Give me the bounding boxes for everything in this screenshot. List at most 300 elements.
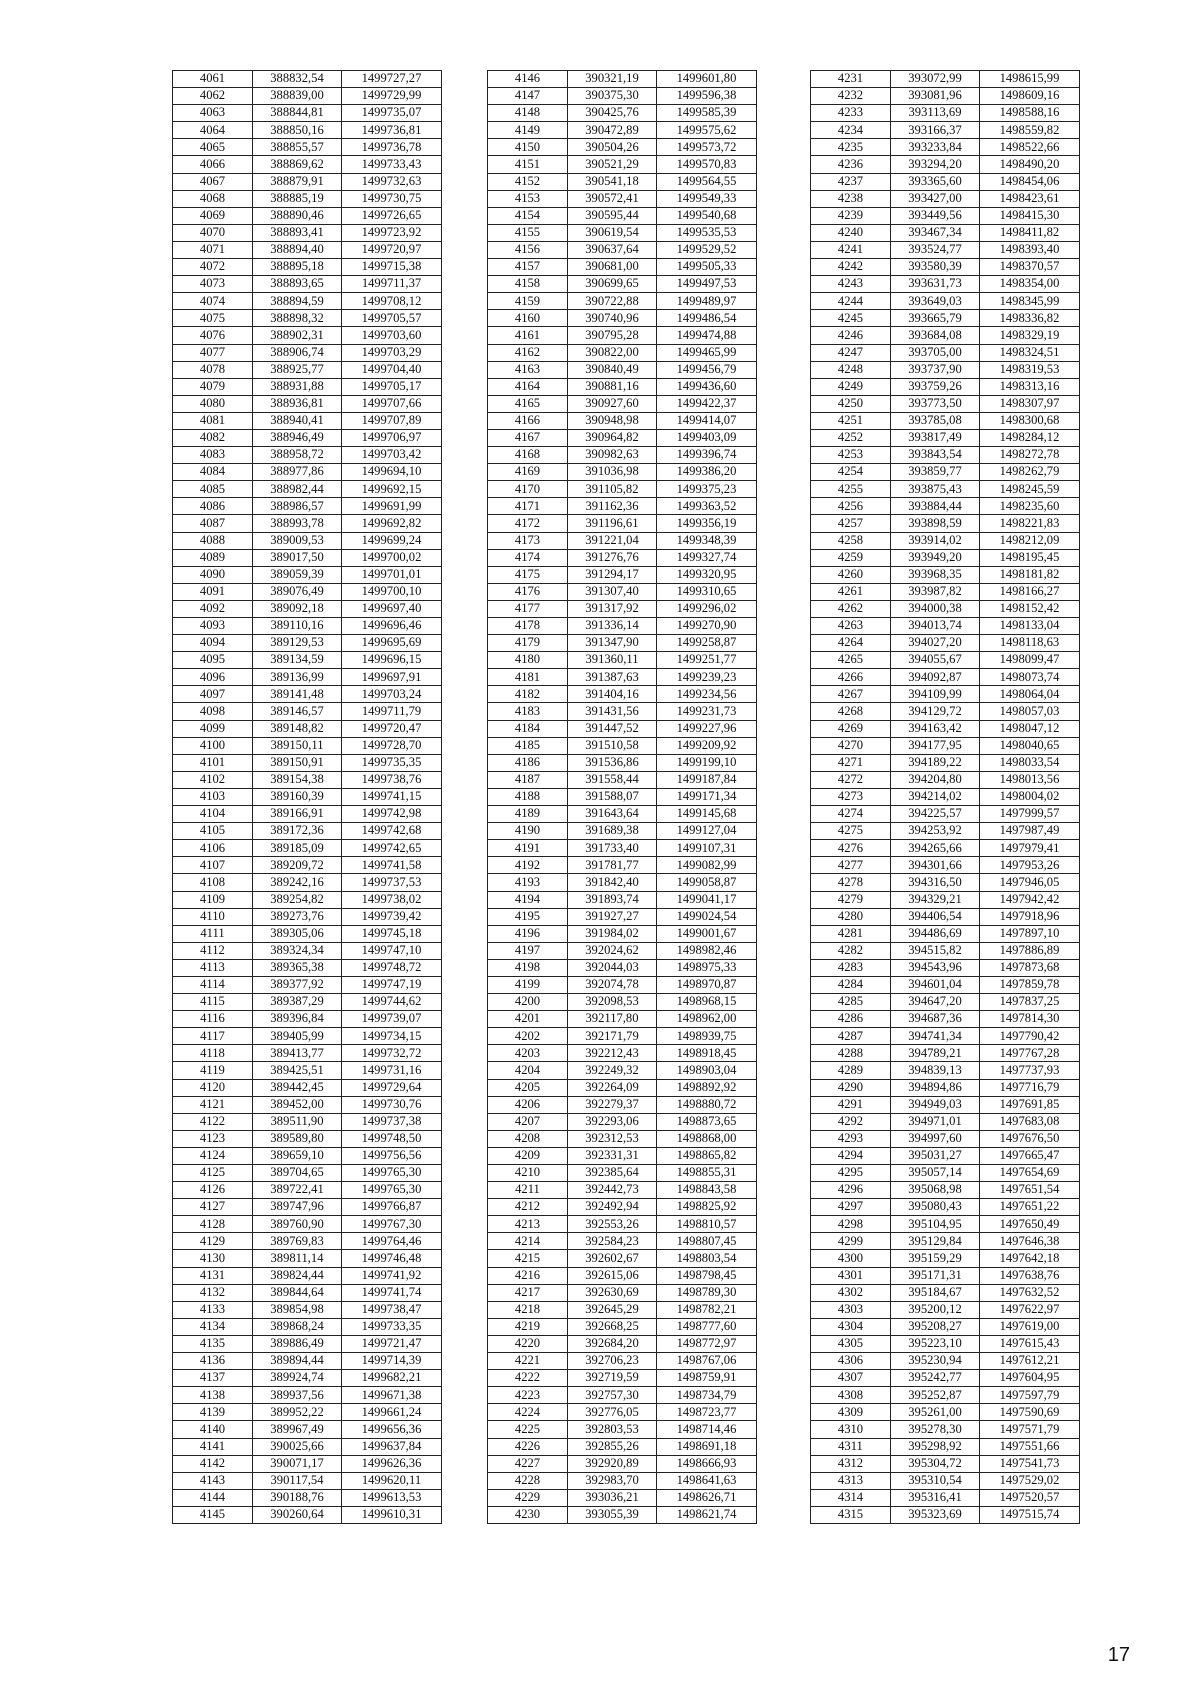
y-coordinate-cell: 1499707,89 <box>342 412 442 429</box>
x-coordinate-cell: 390375,30 <box>568 88 657 105</box>
table-row <box>811 1096 1080 1113</box>
y-coordinate-cell: 1499682,21 <box>342 1370 442 1387</box>
point-number-cell: 4107 <box>173 857 253 874</box>
x-coordinate-cell: 393684,08 <box>891 327 980 344</box>
table-row <box>811 1267 1080 1284</box>
x-coordinate-cell: 395171,31 <box>891 1267 980 1284</box>
y-coordinate-cell: 1499327,74 <box>657 549 757 566</box>
point-number-cell: 4108 <box>173 874 253 891</box>
table-row <box>488 925 757 942</box>
x-coordinate-cell: 389110,16 <box>253 618 342 635</box>
x-coordinate-cell: 393705,00 <box>891 344 980 361</box>
x-coordinate-cell: 394109,99 <box>891 686 980 703</box>
point-number-cell: 4072 <box>173 259 253 276</box>
point-number-cell: 4301 <box>811 1267 891 1284</box>
x-coordinate-cell: 391447,52 <box>568 720 657 737</box>
x-coordinate-cell: 395080,43 <box>891 1199 980 1216</box>
point-number-cell: 4264 <box>811 635 891 652</box>
table-row <box>488 1370 757 1387</box>
point-number-cell: 4098 <box>173 703 253 720</box>
x-coordinate-cell: 390071,17 <box>253 1455 342 1472</box>
table-row <box>488 464 757 481</box>
point-number-cell: 4303 <box>811 1301 891 1318</box>
table-row <box>488 1216 757 1233</box>
point-number-cell: 4226 <box>488 1438 568 1455</box>
x-coordinate-cell: 389824,44 <box>253 1267 342 1284</box>
table-row <box>488 207 757 224</box>
table-row <box>488 1353 757 1370</box>
y-coordinate-cell: 1497716,79 <box>980 1079 1080 1096</box>
point-number-cell: 4112 <box>173 942 253 959</box>
x-coordinate-cell: 388885,19 <box>253 190 342 207</box>
y-coordinate-cell: 1497873,68 <box>980 959 1080 976</box>
x-coordinate-cell: 389092,18 <box>253 600 342 617</box>
table-row <box>488 378 757 395</box>
point-number-cell: 4150 <box>488 139 568 156</box>
table-row <box>811 1199 1080 1216</box>
x-coordinate-cell: 388936,81 <box>253 395 342 412</box>
table-row <box>811 840 1080 857</box>
table-row <box>173 327 442 344</box>
table-row <box>811 395 1080 412</box>
table-row <box>488 1472 757 1489</box>
x-coordinate-cell: 393467,34 <box>891 224 980 241</box>
table-row <box>811 994 1080 1011</box>
x-coordinate-cell: 392553,26 <box>568 1216 657 1233</box>
y-coordinate-cell: 1499700,02 <box>342 549 442 566</box>
y-coordinate-cell: 1498559,82 <box>980 122 1080 139</box>
x-coordinate-cell: 393649,03 <box>891 293 980 310</box>
point-number-cell: 4091 <box>173 583 253 600</box>
y-coordinate-cell: 1499733,35 <box>342 1318 442 1335</box>
y-coordinate-cell: 1499742,65 <box>342 840 442 857</box>
table-row <box>173 1011 442 1028</box>
point-number-cell: 4128 <box>173 1216 253 1233</box>
point-number-cell: 4278 <box>811 874 891 891</box>
x-coordinate-cell: 393233,84 <box>891 139 980 156</box>
y-coordinate-cell: 1497651,54 <box>980 1182 1080 1199</box>
x-coordinate-cell: 395208,27 <box>891 1318 980 1335</box>
table-row <box>488 1096 757 1113</box>
x-coordinate-cell: 392442,73 <box>568 1182 657 1199</box>
y-coordinate-cell: 1499692,82 <box>342 515 442 532</box>
x-coordinate-cell: 390572,41 <box>568 190 657 207</box>
x-coordinate-cell: 389589,80 <box>253 1130 342 1147</box>
y-coordinate-cell: 1499258,87 <box>657 635 757 652</box>
x-coordinate-cell: 395298,92 <box>891 1438 980 1455</box>
table-row <box>811 566 1080 583</box>
table-row <box>811 276 1080 293</box>
table-row <box>173 1028 442 1045</box>
y-coordinate-cell: 1498307,97 <box>980 395 1080 412</box>
y-coordinate-cell: 1499695,69 <box>342 635 442 652</box>
point-number-cell: 4100 <box>173 737 253 754</box>
x-coordinate-cell: 394515,82 <box>891 942 980 959</box>
y-coordinate-cell: 1497886,89 <box>980 942 1080 959</box>
table-row <box>811 378 1080 395</box>
x-coordinate-cell: 391276,76 <box>568 549 657 566</box>
point-number-cell: 4172 <box>488 515 568 532</box>
y-coordinate-cell: 1499620,11 <box>342 1472 442 1489</box>
table-row <box>811 806 1080 823</box>
table-row <box>488 412 757 429</box>
x-coordinate-cell: 389242,16 <box>253 874 342 891</box>
y-coordinate-cell: 1499356,19 <box>657 515 757 532</box>
x-coordinate-cell: 395031,27 <box>891 1147 980 1164</box>
x-coordinate-cell: 395223,10 <box>891 1335 980 1352</box>
x-coordinate-cell: 391643,64 <box>568 806 657 823</box>
point-number-cell: 4164 <box>488 378 568 395</box>
y-coordinate-cell: 1497597,79 <box>980 1387 1080 1404</box>
x-coordinate-cell: 389273,76 <box>253 908 342 925</box>
y-coordinate-cell: 1499573,72 <box>657 139 757 156</box>
x-coordinate-cell: 392719,59 <box>568 1370 657 1387</box>
point-number-cell: 4291 <box>811 1096 891 1113</box>
table-row <box>173 532 442 549</box>
point-number-cell: 4152 <box>488 173 568 190</box>
point-number-cell: 4167 <box>488 429 568 446</box>
point-number-cell: 4199 <box>488 976 568 993</box>
y-coordinate-cell: 1499737,38 <box>342 1113 442 1130</box>
point-number-cell: 4137 <box>173 1370 253 1387</box>
x-coordinate-cell: 392279,37 <box>568 1096 657 1113</box>
point-number-cell: 4117 <box>173 1028 253 1045</box>
table-row <box>173 1421 442 1438</box>
table-row <box>488 310 757 327</box>
table-row <box>173 1233 442 1250</box>
x-coordinate-cell: 394741,34 <box>891 1028 980 1045</box>
x-coordinate-cell: 389129,53 <box>253 635 342 652</box>
point-number-cell: 4175 <box>488 566 568 583</box>
table-row <box>173 224 442 241</box>
point-number-cell: 4298 <box>811 1216 891 1233</box>
y-coordinate-cell: 1497571,79 <box>980 1421 1080 1438</box>
point-number-cell: 4083 <box>173 447 253 464</box>
point-number-cell: 4169 <box>488 464 568 481</box>
table-row <box>811 583 1080 600</box>
point-number-cell: 4132 <box>173 1284 253 1301</box>
y-coordinate-cell: 1499711,79 <box>342 703 442 720</box>
y-coordinate-cell: 1497979,41 <box>980 840 1080 857</box>
y-coordinate-cell: 1498772,97 <box>657 1335 757 1352</box>
table-row <box>811 857 1080 874</box>
x-coordinate-cell: 395242,77 <box>891 1370 980 1387</box>
point-number-cell: 4262 <box>811 600 891 617</box>
x-coordinate-cell: 391927,27 <box>568 908 657 925</box>
y-coordinate-cell: 1498133,04 <box>980 618 1080 635</box>
point-number-cell: 4296 <box>811 1182 891 1199</box>
point-number-cell: 4294 <box>811 1147 891 1164</box>
point-number-cell: 4191 <box>488 840 568 857</box>
table-row <box>811 1438 1080 1455</box>
table-row <box>488 754 757 771</box>
y-coordinate-cell: 1499187,84 <box>657 771 757 788</box>
table-row <box>173 959 442 976</box>
y-coordinate-cell: 1499721,47 <box>342 1335 442 1352</box>
y-coordinate-cell: 1499396,74 <box>657 447 757 464</box>
x-coordinate-cell: 392584,23 <box>568 1233 657 1250</box>
table-row <box>173 1284 442 1301</box>
y-coordinate-cell: 1498873,65 <box>657 1113 757 1130</box>
point-number-cell: 4247 <box>811 344 891 361</box>
table-row <box>173 241 442 258</box>
x-coordinate-cell: 389952,22 <box>253 1404 342 1421</box>
point-number-cell: 4269 <box>811 720 891 737</box>
point-number-cell: 4271 <box>811 754 891 771</box>
x-coordinate-cell: 388839,00 <box>253 88 342 105</box>
y-coordinate-cell: 1499239,23 <box>657 669 757 686</box>
table-row <box>811 1113 1080 1130</box>
y-coordinate-cell: 1499745,18 <box>342 925 442 942</box>
table-row <box>488 156 757 173</box>
y-coordinate-cell: 1497515,74 <box>980 1506 1080 1523</box>
table-row <box>811 1216 1080 1233</box>
table-row <box>488 1387 757 1404</box>
y-coordinate-cell: 1499697,91 <box>342 669 442 686</box>
y-coordinate-cell: 1497646,38 <box>980 1233 1080 1250</box>
x-coordinate-cell: 389844,64 <box>253 1284 342 1301</box>
table-row <box>811 1318 1080 1335</box>
y-coordinate-cell: 1497604,95 <box>980 1370 1080 1387</box>
y-coordinate-cell: 1499422,37 <box>657 395 757 412</box>
point-number-cell: 4147 <box>488 88 568 105</box>
x-coordinate-cell: 392331,31 <box>568 1147 657 1164</box>
table-row <box>173 139 442 156</box>
x-coordinate-cell: 389172,36 <box>253 823 342 840</box>
y-coordinate-cell: 1499700,10 <box>342 583 442 600</box>
x-coordinate-cell: 395323,69 <box>891 1506 980 1523</box>
x-coordinate-cell: 389924,74 <box>253 1370 342 1387</box>
x-coordinate-cell: 394055,67 <box>891 652 980 669</box>
x-coordinate-cell: 394406,54 <box>891 908 980 925</box>
y-coordinate-cell: 1498118,63 <box>980 635 1080 652</box>
point-number-cell: 4259 <box>811 549 891 566</box>
point-number-cell: 4261 <box>811 583 891 600</box>
y-coordinate-cell: 1498868,00 <box>657 1130 757 1147</box>
x-coordinate-cell: 389377,92 <box>253 976 342 993</box>
table-row <box>173 874 442 891</box>
table-row <box>488 618 757 635</box>
point-number-cell: 4236 <box>811 156 891 173</box>
table-row <box>811 1130 1080 1147</box>
table-row <box>811 669 1080 686</box>
x-coordinate-cell: 392803,53 <box>568 1421 657 1438</box>
point-number-cell: 4295 <box>811 1165 891 1182</box>
point-number-cell: 4194 <box>488 891 568 908</box>
x-coordinate-cell: 393580,39 <box>891 259 980 276</box>
x-coordinate-cell: 390117,54 <box>253 1472 342 1489</box>
x-coordinate-cell: 393665,79 <box>891 310 980 327</box>
x-coordinate-cell: 395184,67 <box>891 1284 980 1301</box>
y-coordinate-cell: 1498064,04 <box>980 686 1080 703</box>
table-row <box>173 1335 442 1352</box>
table-row <box>173 88 442 105</box>
point-number-cell: 4170 <box>488 481 568 498</box>
y-coordinate-cell: 1499703,29 <box>342 344 442 361</box>
y-coordinate-cell: 1499741,15 <box>342 788 442 805</box>
table-row <box>173 71 442 88</box>
table-row <box>811 1455 1080 1472</box>
table-row <box>811 976 1080 993</box>
table-row <box>488 1028 757 1045</box>
y-coordinate-cell: 1499575,62 <box>657 122 757 139</box>
x-coordinate-cell: 394092,87 <box>891 669 980 686</box>
y-coordinate-cell: 1498615,99 <box>980 71 1080 88</box>
point-number-cell: 4140 <box>173 1421 253 1438</box>
y-coordinate-cell: 1499691,99 <box>342 498 442 515</box>
point-number-cell: 4307 <box>811 1370 891 1387</box>
point-number-cell: 4215 <box>488 1250 568 1267</box>
y-coordinate-cell: 1499310,65 <box>657 583 757 600</box>
table-row <box>811 1079 1080 1096</box>
y-coordinate-cell: 1499732,63 <box>342 173 442 190</box>
table-row <box>488 173 757 190</box>
table-row <box>811 447 1080 464</box>
table-row <box>488 276 757 293</box>
table-row <box>811 635 1080 652</box>
table-row <box>173 1216 442 1233</box>
y-coordinate-cell: 1498522,66 <box>980 139 1080 156</box>
point-number-cell: 4209 <box>488 1147 568 1164</box>
y-coordinate-cell: 1498968,15 <box>657 994 757 1011</box>
table-row <box>173 1489 442 1506</box>
x-coordinate-cell: 389076,49 <box>253 583 342 600</box>
table-row <box>488 327 757 344</box>
y-coordinate-cell: 1499741,58 <box>342 857 442 874</box>
table-row <box>811 1011 1080 1028</box>
y-coordinate-cell: 1497790,42 <box>980 1028 1080 1045</box>
y-coordinate-cell: 1498004,02 <box>980 788 1080 805</box>
table-row <box>488 1199 757 1216</box>
point-number-cell: 4207 <box>488 1113 568 1130</box>
x-coordinate-cell: 391404,16 <box>568 686 657 703</box>
y-coordinate-cell: 1497612,21 <box>980 1353 1080 1370</box>
x-coordinate-cell: 389150,91 <box>253 754 342 771</box>
point-number-cell: 4310 <box>811 1421 891 1438</box>
y-coordinate-cell: 1499703,60 <box>342 327 442 344</box>
y-coordinate-cell: 1497520,57 <box>980 1489 1080 1506</box>
y-coordinate-cell: 1499637,84 <box>342 1438 442 1455</box>
y-coordinate-cell: 1497622,97 <box>980 1301 1080 1318</box>
point-number-cell: 4090 <box>173 566 253 583</box>
point-number-cell: 4095 <box>173 652 253 669</box>
y-coordinate-cell: 1499738,47 <box>342 1301 442 1318</box>
table-row <box>488 190 757 207</box>
x-coordinate-cell: 389854,98 <box>253 1301 342 1318</box>
x-coordinate-cell: 389425,51 <box>253 1062 342 1079</box>
y-coordinate-cell: 1498970,87 <box>657 976 757 993</box>
point-number-cell: 4272 <box>811 771 891 788</box>
table-row <box>811 498 1080 515</box>
x-coordinate-cell: 393365,60 <box>891 173 980 190</box>
table-row <box>811 1233 1080 1250</box>
y-coordinate-cell: 1499127,04 <box>657 823 757 840</box>
point-number-cell: 4297 <box>811 1199 891 1216</box>
table-row <box>811 1404 1080 1421</box>
y-coordinate-cell: 1497654,69 <box>980 1165 1080 1182</box>
y-coordinate-cell: 1499705,57 <box>342 310 442 327</box>
point-number-cell: 4097 <box>173 686 253 703</box>
point-number-cell: 4180 <box>488 652 568 669</box>
y-coordinate-cell: 1497650,49 <box>980 1216 1080 1233</box>
x-coordinate-cell: 392920,89 <box>568 1455 657 1472</box>
x-coordinate-cell: 391221,04 <box>568 532 657 549</box>
x-coordinate-cell: 394997,60 <box>891 1130 980 1147</box>
point-number-cell: 4116 <box>173 1011 253 1028</box>
x-coordinate-cell: 389659,10 <box>253 1147 342 1164</box>
point-number-cell: 4306 <box>811 1353 891 1370</box>
x-coordinate-cell: 390637,64 <box>568 241 657 258</box>
table-row <box>173 583 442 600</box>
point-number-cell: 4141 <box>173 1438 253 1455</box>
x-coordinate-cell: 389442,45 <box>253 1079 342 1096</box>
y-coordinate-cell: 1498691,18 <box>657 1438 757 1455</box>
x-coordinate-cell: 394214,02 <box>891 788 980 805</box>
y-coordinate-cell: 1499403,09 <box>657 429 757 446</box>
table-row <box>488 1182 757 1199</box>
point-number-cell: 4182 <box>488 686 568 703</box>
point-number-cell: 4087 <box>173 515 253 532</box>
x-coordinate-cell: 390840,49 <box>568 361 657 378</box>
x-coordinate-cell: 388855,57 <box>253 139 342 156</box>
table-row <box>173 361 442 378</box>
table-row <box>811 925 1080 942</box>
y-coordinate-cell: 1499764,46 <box>342 1233 442 1250</box>
table-row <box>811 481 1080 498</box>
point-number-cell: 4178 <box>488 618 568 635</box>
x-coordinate-cell: 390425,76 <box>568 105 657 122</box>
y-coordinate-cell: 1499613,53 <box>342 1489 442 1506</box>
table-row <box>811 190 1080 207</box>
table-row <box>488 1301 757 1318</box>
point-number-cell: 4129 <box>173 1233 253 1250</box>
y-coordinate-cell: 1498195,45 <box>980 549 1080 566</box>
table-row <box>173 1404 442 1421</box>
y-coordinate-cell: 1499728,70 <box>342 737 442 754</box>
y-coordinate-cell: 1498152,42 <box>980 600 1080 617</box>
point-number-cell: 4064 <box>173 122 253 139</box>
table-row <box>488 1335 757 1352</box>
y-coordinate-cell: 1499739,42 <box>342 908 442 925</box>
y-coordinate-cell: 1498939,75 <box>657 1028 757 1045</box>
y-coordinate-cell: 1499733,43 <box>342 156 442 173</box>
y-coordinate-cell: 1498313,16 <box>980 378 1080 395</box>
table-row <box>488 139 757 156</box>
table-row <box>173 310 442 327</box>
y-coordinate-cell: 1497737,93 <box>980 1062 1080 1079</box>
table-row <box>811 908 1080 925</box>
point-number-cell: 4192 <box>488 857 568 874</box>
point-number-cell: 4061 <box>173 71 253 88</box>
table-row <box>488 994 757 1011</box>
x-coordinate-cell: 394601,04 <box>891 976 980 993</box>
table-row <box>811 156 1080 173</box>
y-coordinate-cell: 1499730,75 <box>342 190 442 207</box>
x-coordinate-cell: 394129,72 <box>891 703 980 720</box>
x-coordinate-cell: 393914,02 <box>891 532 980 549</box>
y-coordinate-cell: 1498324,51 <box>980 344 1080 361</box>
x-coordinate-cell: 389254,82 <box>253 891 342 908</box>
x-coordinate-cell: 394013,74 <box>891 618 980 635</box>
point-number-cell: 4121 <box>173 1096 253 1113</box>
point-number-cell: 4196 <box>488 925 568 942</box>
point-number-cell: 4125 <box>173 1165 253 1182</box>
point-number-cell: 4099 <box>173 720 253 737</box>
table-row <box>488 122 757 139</box>
x-coordinate-cell: 388946,49 <box>253 429 342 446</box>
x-coordinate-cell: 390619,54 <box>568 224 657 241</box>
x-coordinate-cell: 388925,77 <box>253 361 342 378</box>
